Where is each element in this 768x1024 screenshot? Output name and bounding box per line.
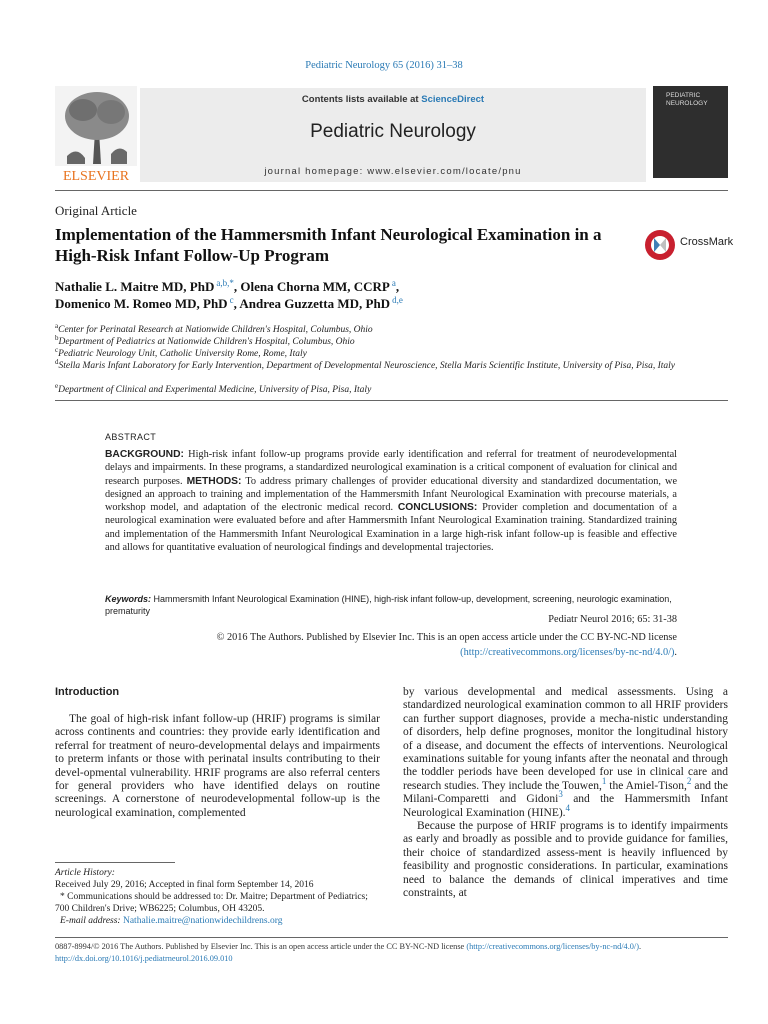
email-link[interactable]: Nathalie.maitre@nationwidechildrens.org <box>122 916 283 926</box>
journal-title: Pediatric Neurology <box>310 121 476 142</box>
affiliation-mark: b <box>55 334 59 342</box>
section-heading-introduction: Introduction <box>55 686 120 698</box>
license-end: . <box>674 647 677 658</box>
abstract-body <box>105 448 677 554</box>
footer-license-link[interactable]: (http://creativecommons.org/licenses/by-nc-nd/4.0/) <box>466 942 639 951</box>
affiliation-item <box>55 356 728 372</box>
article-type: Original Article <box>55 203 137 218</box>
elsevier-tree-logo-icon <box>55 86 137 182</box>
affiliation-mark: a <box>55 322 59 330</box>
correspondence-note: * Communications should be addressed to: Dr. Maitre; Department of Pediatrics; 700 Children's Drive; WB6225; Columbus, OH 43205. <box>55 892 368 914</box>
author-separator: , <box>233 296 240 311</box>
para2-text-b: the Amiel-Tison, <box>606 779 687 792</box>
elsevier-wordmark: ELSEVIER <box>62 169 130 182</box>
background-label: BACKGROUND: <box>105 449 184 460</box>
column-2 <box>403 686 728 901</box>
contents-available-line <box>140 94 646 105</box>
citation: Pediatr Neurol 2016; 65: 31-38 <box>548 614 677 625</box>
affiliation-text: Department of Clinical and Experimental Medicine, University of Pisa, Pisa, Italy <box>58 385 372 396</box>
author-affiliation-marks[interactable]: a <box>391 277 396 288</box>
affiliation-text: Pediatric Neurology Unit, Catholic University Rome, Rome, Italy <box>58 349 307 360</box>
doi-link[interactable]: http://dx.doi.org/10.1016/j.pediatrneurol.2016.09.010 <box>55 953 233 963</box>
authors-line-1 <box>55 279 399 295</box>
crossmark-label[interactable]: CrossMark <box>680 236 734 248</box>
affiliation-divider <box>55 400 728 401</box>
affiliation-item <box>55 380 728 396</box>
conclusions-text: Provider completion and documentation of a neurological examination were evaluated before and after Hammersmith Infant Neurological Examination training. Standardized training and implementation of the Hammersmith Infant Neurological Examination in a large high-risk infant follow-up is feasible and effective and allows for quantitative evaluation of neurological findings and developmental trajectories. <box>105 502 677 554</box>
footnotes <box>55 867 380 927</box>
affiliation-text: Department of Pediatrics at Nationwide Children's Hospital, Columbus, Ohio <box>58 337 355 348</box>
methods-label: METHODS: <box>186 475 242 487</box>
article-title: Implementation of the Hammersmith Infant Neurological Examination in a High-Risk Infant Follow-Up Program <box>55 225 602 265</box>
para2-text-a: by various developmental and medical assessments. Using a standardized neurological examination common to all HRIF providers can further support diagnoses, provide a mecha-nistic understanding of disorders, help define prognoses, monitor the longitudinal history of a disease, and document the effects of interventions. Neurological examinations suitable for young infants after the neonatal and through the toddler periods have been developed for use in clinical care and research studies. They include the Touwen, <box>403 686 728 792</box>
author-name: Domenico M. Romeo MD, PhD <box>55 296 228 311</box>
para2-text-c: and the Milani-Comparetti and Gidoni <box>403 779 729 806</box>
footer-divider <box>55 937 728 938</box>
affiliation-mark: c <box>55 346 59 354</box>
intro-paragraph-1: The goal of high-risk infant follow-up (HRIF) programs is similar across continents and countries: they provide early identification and referral for treatment of neuro-developmental delays and impairments to preterm infants or those with perinatal insults contributing to their devel-opmental vulnerability. HRIF programs are also referral centers for general providers who have identified delays on routine screenings. A cornerstone of neurodevelopmental follow-up is the neurological examination, complemented <box>55 713 380 819</box>
journal-homepage-link[interactable]: journal homepage: www.elsevier.com/locate/pnu <box>264 166 522 177</box>
journal-reference[interactable]: Pediatric Neurology 65 (2016) 31–38 <box>305 60 463 71</box>
email-label: E-mail address: <box>60 916 123 926</box>
author-name: Andrea Guzzetta MD, PhD <box>239 296 391 311</box>
para2-text-d: and the Hammersmith Infant Neurological Examination (HINE). <box>403 793 728 819</box>
article-history-label: Article History: <box>55 868 115 878</box>
methods-text: To address primary challenges of provider educational diversity and standardized documentation, we designed an approach to training and implementation of the Hammersmith Infant Neurological Examination with precourse materials, a workshop model, and adaptation of the electronic medical record. <box>105 475 678 514</box>
journal-cover-title: PEDIATRIC NEUROLOGY <box>666 92 708 107</box>
background-text: High-risk infant follow-up programs provide early identification and referral for treatment of neurodevelopmental delays and impairments. In these programs, a standardized neurological examination is a critical component of evaluation for clinical and research purposes. <box>105 449 677 487</box>
abstract-copyright <box>105 630 677 660</box>
author-name: Nathalie L. Maitre MD, PhD <box>55 279 215 294</box>
authors-line-2 <box>55 296 403 312</box>
contents-prefix: Contents lists available at <box>301 94 422 105</box>
footer-license-end: . <box>638 942 642 951</box>
ref-link-1[interactable]: 1 <box>601 776 607 787</box>
footnote-divider <box>55 862 175 863</box>
ref-link-3[interactable]: 3 <box>558 789 563 800</box>
author-affiliation-marks[interactable]: a,b,* <box>216 277 234 288</box>
issn-text: 0887-8994/© 2016 The Authors. Published by Elsevier Inc. This is an open access article under the CC BY-NC-ND license <box>55 942 467 951</box>
intro-paragraph-3: Because the purpose of HRIF programs is to identify impairments as early and broadly as possible and to provide guidance for families, their choice of standardized assess-ment is heavily influenced by feasibility and prognostic considerations. In particular, examinations need to balance the demands of clinical imperatives and time constraints, at <box>403 820 728 900</box>
author-separator: , <box>395 279 400 294</box>
ref-link-2[interactable]: 2 <box>686 776 692 787</box>
license-link[interactable]: (http://creativecommons.org/licenses/by-nc-nd/4.0/) <box>460 647 675 658</box>
ref-link-4[interactable]: 4 <box>565 802 571 813</box>
conclusions-label: CONCLUSIONS: <box>397 502 478 514</box>
sciencedirect-link[interactable]: ScienceDirect <box>421 94 485 105</box>
author-affiliation-marks[interactable]: d,e <box>392 294 403 305</box>
intro-paragraph-2 <box>403 686 728 820</box>
keywords-text: Hammersmith Infant Neurological Examination (HINE), high-risk infant follow-up, development, screening, neurologic examination, prematurity <box>105 594 672 616</box>
affiliation-mark: d <box>55 358 59 366</box>
affiliation-text: Stella Maris Infant Laboratory for Early Intervention, Department of Developmental Neuroscience, Stella Maris Scientific Institute, University of Pisa, Pisa, Italy <box>58 361 676 372</box>
header-divider <box>55 190 728 191</box>
received-dates: Received July 29, 2016; Accepted in final form September 14, 2016 <box>55 880 314 890</box>
keywords-label: Keywords: <box>105 594 152 604</box>
author-affiliation-marks[interactable]: c <box>229 294 234 305</box>
footer-issn-doi <box>55 941 735 964</box>
affiliation-mark: e <box>55 382 59 390</box>
copyright-text: © 2016 The Authors. Published by Elsevier Inc. This is an open access article under the CC BY-NC-ND license <box>216 632 677 643</box>
author-separator: , <box>233 279 241 294</box>
author-name: Olena Chorna MM, CCRP <box>240 279 390 294</box>
affiliation-text: Center for Perinatal Research at Nationwide Children's Hospital, Columbus, Ohio <box>58 325 373 336</box>
abstract-heading: ABSTRACT <box>105 432 157 442</box>
